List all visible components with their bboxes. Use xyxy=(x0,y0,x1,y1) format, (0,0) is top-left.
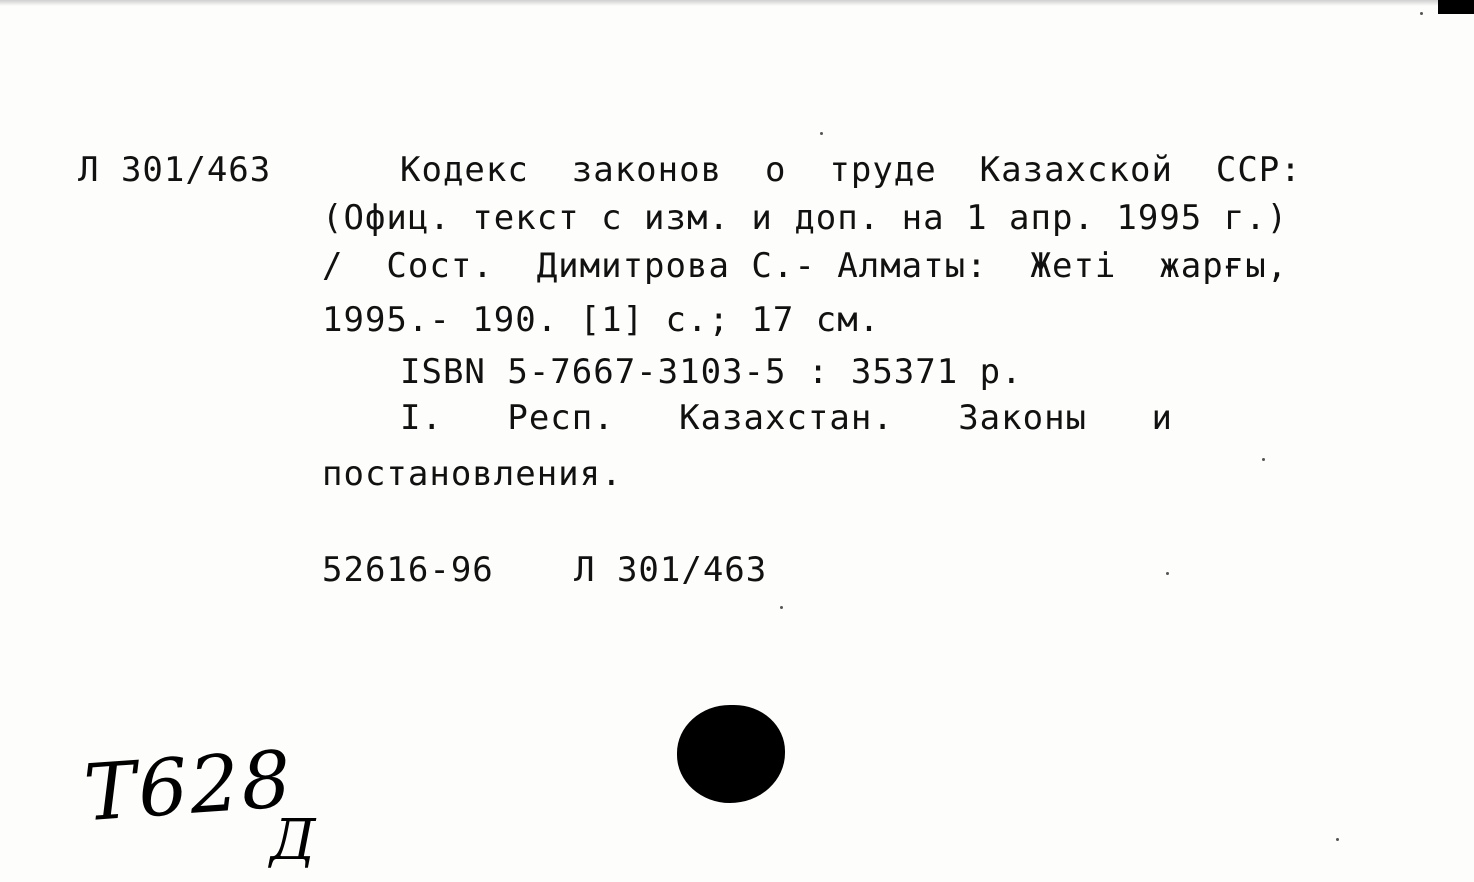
shelfmark-top: Л 301/463 xyxy=(78,150,272,190)
handwritten-subscript: Д xyxy=(270,808,316,873)
speck xyxy=(820,132,823,135)
speck xyxy=(1420,12,1423,15)
subject-heading-line-2: постановления. xyxy=(322,454,623,494)
speck xyxy=(1166,572,1169,575)
speck xyxy=(1336,838,1339,841)
speck xyxy=(780,606,783,609)
card-top-edge xyxy=(0,0,1474,6)
shelfmark-bottom: Л 301/463 xyxy=(574,550,768,590)
speck xyxy=(1262,458,1265,461)
isbn-price-line: ISBN 5-7667-3103-5 : 35371 р. xyxy=(400,352,1023,392)
card-corner-mark xyxy=(1438,0,1474,14)
handwritten-mark: Т628 xyxy=(81,734,296,840)
compiler-publisher-line: / Сост. Димитрова С.- Алматы: Жеті жарғы, xyxy=(322,246,1289,286)
physical-description-line: 1995.- 190. [1] с.; 17 см. xyxy=(322,300,881,340)
punch-hole-icon xyxy=(677,705,785,803)
inventory-number: 52616-96 xyxy=(322,550,494,590)
title-line-1: Кодекс законов о труде Казахской ССР: xyxy=(400,150,1302,190)
subject-heading-line-1: I. Респ. Казахстан. Законы и xyxy=(400,398,1173,438)
title-line-2: (Офиц. текст с изм. и доп. на 1 апр. 1995 г.) xyxy=(322,198,1289,238)
